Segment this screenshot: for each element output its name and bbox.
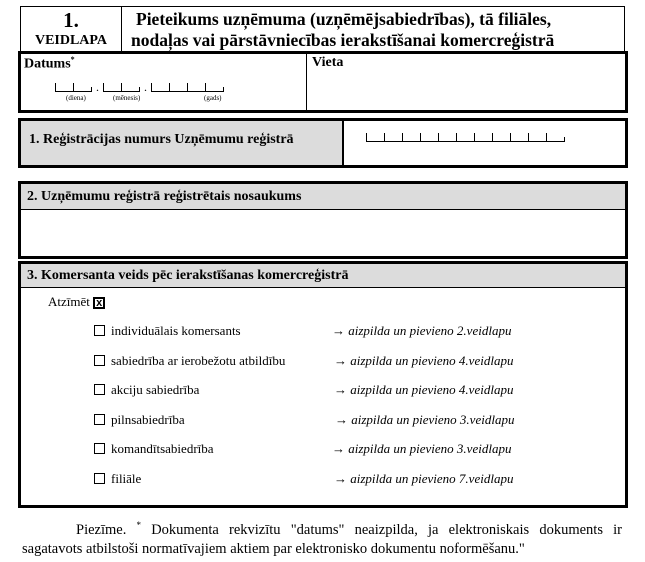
section2-title: 2. Uzņēmumu reģistrā reģistrētais nosaukums (27, 189, 302, 204)
mark-instruction: Atzīmēt x (48, 294, 105, 310)
registered-name-field[interactable] (21, 210, 625, 255)
checkbox[interactable] (94, 384, 105, 395)
option-label: pilnsabiedrība (111, 411, 185, 427)
section3-title: 3. Komersanta veids pēc ierakstīšanas komercreģistrā (27, 268, 349, 283)
option-5[interactable] (94, 471, 141, 487)
form-title (131, 9, 555, 51)
option-action: → aizpilda un pievieno 3.veidlapu (335, 411, 515, 427)
title-line-1: Pieteikums uzņēmuma (uzņēmējsabiedrības), tā filiāles, (136, 9, 552, 29)
option-label: individuālais komersants (111, 323, 241, 338)
title-line-2: nodaļas vai pārstāvniecības ierakstīšanai komercreģistrā (131, 30, 555, 50)
date-field[interactable]: . . (55, 82, 224, 92)
option-action: → aizpilda un pievieno 4.veidlapu (334, 352, 514, 368)
checkbox[interactable] (94, 325, 105, 336)
date-label: Datums* (24, 55, 75, 72)
option-0[interactable] (94, 323, 241, 339)
form-label: VEIDLAPA (34, 33, 108, 48)
year-label: (gads) (204, 94, 222, 102)
option-label: akciju sabiedrība (111, 382, 200, 397)
form-number (21, 7, 122, 53)
option-action: → aizpilda un pievieno 2.veidlapu (332, 323, 512, 338)
registration-number-field[interactable] (366, 133, 565, 142)
option-label: komandītsabiedrība (111, 441, 214, 456)
option-action: → aizpilda un pievieno 4.veidlapu (334, 382, 514, 397)
merchant-type-section (18, 261, 628, 508)
section1-title: 1. Reģistrācijas numurs Uzņēmumu reģistrā (29, 132, 294, 147)
option-label: filiāle (111, 470, 142, 486)
option-action: → aizpilda un pievieno 7.veidlapu (334, 470, 514, 486)
option-4[interactable] (94, 441, 214, 457)
registered-name-section (18, 181, 628, 259)
place-label: Vieta (312, 55, 344, 70)
checkbox[interactable] (94, 355, 105, 366)
option-action: → aizpilda un pievieno 3.veidlapu (332, 441, 512, 456)
form-header (20, 6, 625, 53)
option-label: sabiedrība ar ierobežotu atbildību (111, 352, 286, 368)
option-1[interactable] (94, 353, 285, 369)
checked-box-icon: x (93, 297, 105, 309)
registration-number-section (18, 118, 628, 168)
day-label: (diena) (66, 94, 86, 102)
checkbox[interactable] (94, 443, 105, 454)
checkbox[interactable] (94, 414, 105, 425)
checkbox[interactable] (94, 473, 105, 484)
date-place-section (18, 51, 628, 113)
form-number-value: 1. (63, 8, 79, 32)
footnote: Piezīme. * Dokumenta rekvizītu "datums" neaizpilda, ja elektroniskais dokuments ir sagatavots atbilstoši normatīvajiem aktiem par elektronisko dokumentu noformēšanu." (22, 520, 622, 557)
option-3[interactable] (94, 412, 185, 428)
option-2[interactable] (94, 382, 199, 398)
month-label: (mēnesis) (113, 94, 141, 102)
